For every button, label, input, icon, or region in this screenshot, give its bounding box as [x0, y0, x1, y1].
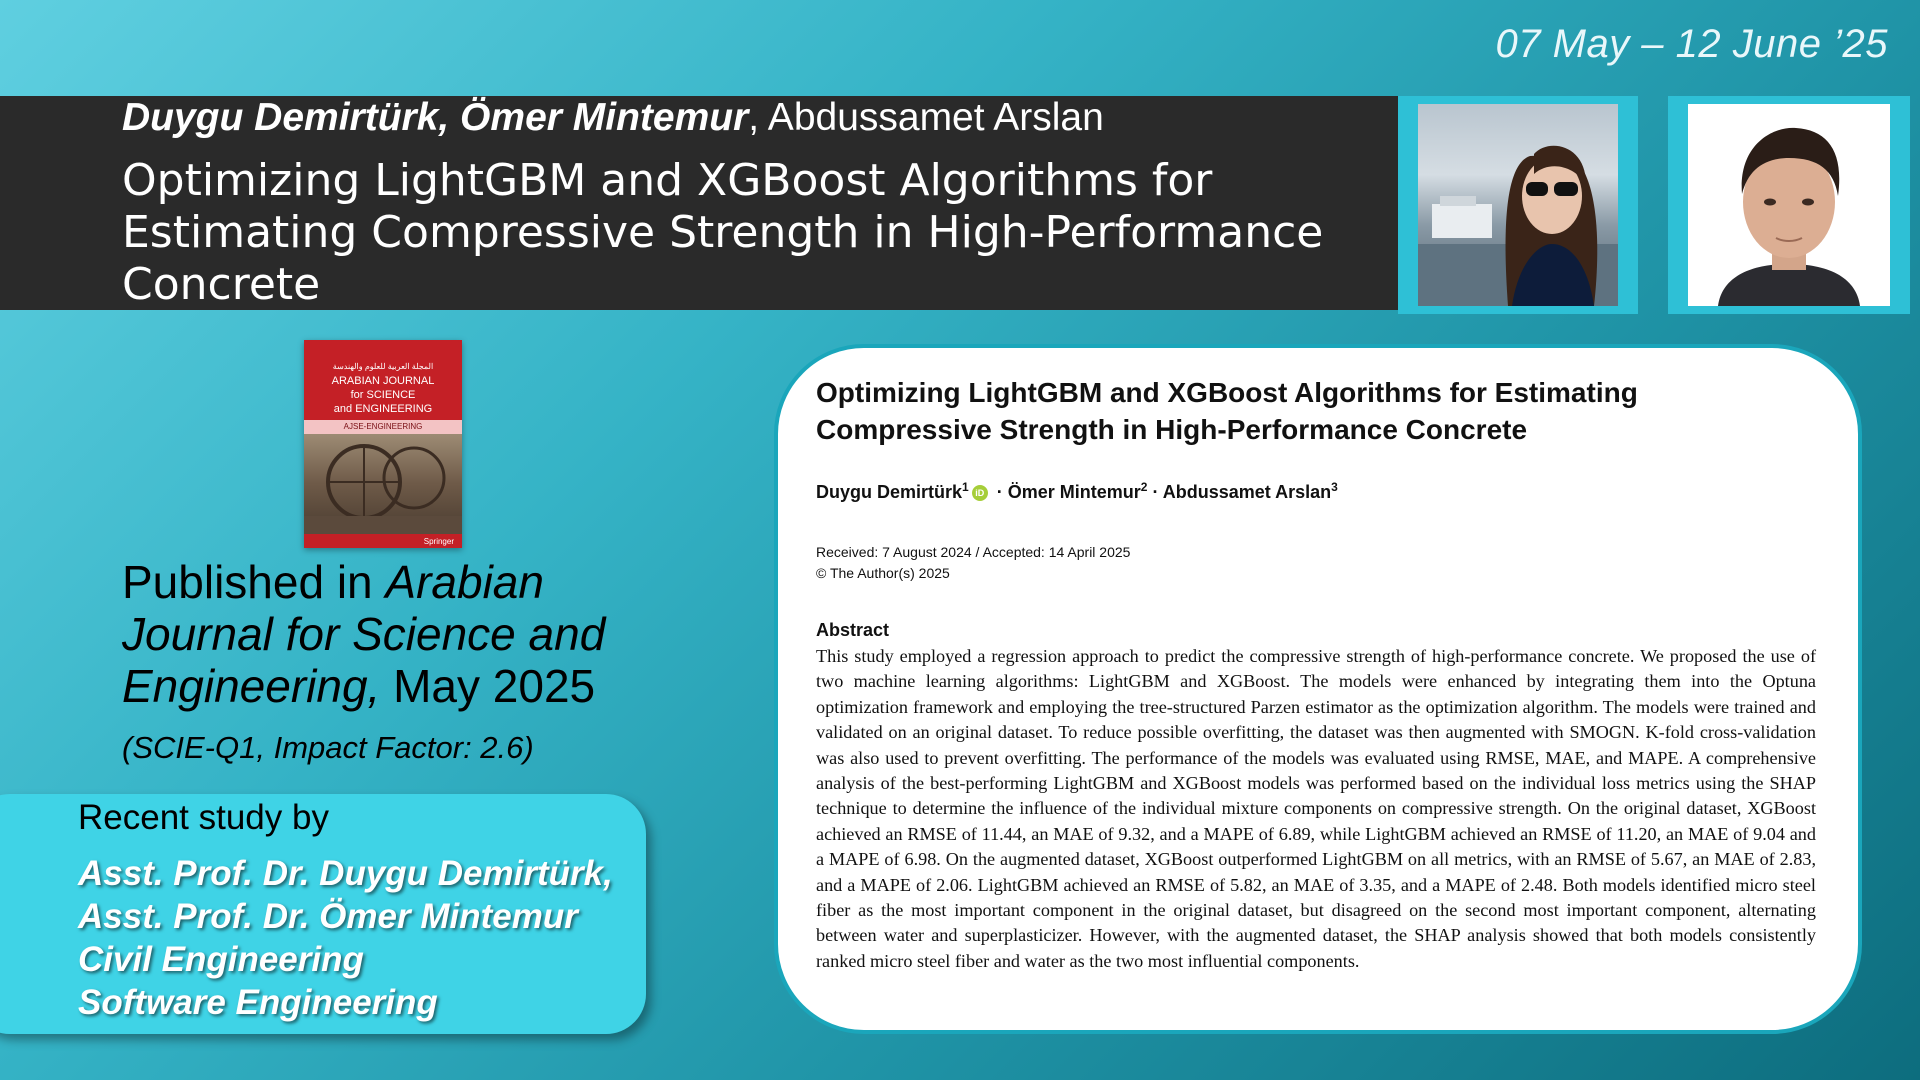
journal-cover-image — [304, 434, 462, 534]
paper-author-2: Ömer Mintemur — [1007, 482, 1141, 502]
paper-author-1: Duygu Demirtürk — [816, 482, 963, 502]
recent-study-lines — [78, 852, 613, 1024]
author-photo-2 — [1688, 104, 1890, 306]
paper-received: Received: 7 August 2024 / Accepted: 14 April 2025 — [816, 544, 1131, 560]
page-title: Optimizing LightGBM and XGBoost Algorithms for Estimating Compressive Strength in High-Performance Concrete — [122, 155, 1324, 310]
journal-cover-arabic: المجلة العربية للعلوم والهندسة — [332, 362, 434, 371]
journal-cover-line2: for SCIENCE — [350, 389, 416, 401]
journal-cover-line3: and ENGINEERING — [333, 403, 433, 415]
paper-dates — [816, 542, 1130, 584]
journal-cover-line1: ARABIAN JOURNAL — [331, 375, 435, 387]
author-photo-2-illustration — [1688, 104, 1890, 306]
author-photo-1-illustration — [1418, 104, 1618, 306]
recent-line-4: Software Engineering — [78, 983, 438, 1022]
journal-cover-band: AJSE-ENGINEERING — [304, 420, 462, 434]
journal-cover — [304, 340, 462, 548]
header-authors-rest: , Abdussamet Arslan — [748, 96, 1104, 139]
paper-title: Optimizing LightGBM and XGBoost Algorithms for Estimating Compressive Strength in High-Performance Concrete — [816, 377, 1638, 445]
recent-line-2: Asst. Prof. Dr. Ömer Mintemur — [78, 897, 578, 936]
abstract-heading: Abstract — [816, 620, 890, 640]
paper-authors: Duygu Demirtürk$^1$ iD · Ömer Mintemur$^2$ · Abdussamet Arslan$^3$ — [816, 480, 1338, 502]
header-authors-bold: Duygu Demirtürk, Ömer Mintemur — [122, 96, 749, 139]
journal-cover-publisher: Springer — [423, 537, 454, 546]
author-photo-1 — [1418, 104, 1618, 306]
publication-suffix: May 2025 — [380, 660, 596, 712]
date-range: 07 May – 12 June ’25 — [1495, 22, 1888, 66]
publication-info — [122, 556, 682, 712]
impact-factor: (SCIE-Q1, Impact Factor: 2.6) — [122, 730, 534, 765]
journal-cover-text — [304, 340, 462, 416]
waterwheel-illustration — [304, 434, 462, 534]
abstract-body: This study employed a regression approach to predict the compressive strength of high-performance concrete. We proposed the use of two machine learning algorithms: LightGBM and XGBoost. The models were enhanced by integrating them into the Optuna optimization framework and employing the tree-structured Parzen estimator as the optimization algorithm. The models were trained and validated on an original dataset. To reduce possible overfitting, the dataset was then augmented with SMOGN. K-fold cross-validation was also used to prevent overfitting. The performance of the models was evaluated using RMSE, MAE, and MAPE. A comprehensive analysis of the best-performing LightGBM and XGBoost models was performed based on the individual loss metrics using the SHAP technique to determine the influence of the individual mixture components on compressive strength. On the original dataset, XGBoost achieved an RMSE of 11.44, an MAE of 9.32, and a MAPE of 6.89, while LightGBM achieved an RMSE of 11.20, an MAE of 9.04 and a MAPE of 6.98. On the augmented dataset, XGBoost outperformed LightGBM on all metrics, with an RMSE of 5.67, an MAE of 2.83, and a MAPE of 2.06. LightGBM achieved an RMSE of 5.82, an MAE of 3.35, and a MAPE of 2.48. Both models identified micro steel fiber as the most important component in the original dataset, but disagreed on the second most important component, alternating between water and superplasticizer. However, with the augmented dataset, the SHAP analysis showed that both models consistently ranked micro steel fiber and water as the two most influential components. — [816, 646, 1816, 971]
orcid-icon: iD — [972, 485, 988, 501]
publication-prefix: Published in — [122, 556, 386, 608]
recent-line-3: Civil Engineering — [78, 940, 364, 979]
author-photo-frame-1 — [1398, 96, 1638, 314]
publication-journal: Arabian Journal for Science and Engineering, — [122, 556, 606, 712]
paper-copyright: © The Author(s) 2025 — [816, 565, 950, 581]
author-photo-frame-2 — [1668, 96, 1910, 314]
paper-author-3: Abdussamet Arslan — [1162, 482, 1332, 502]
header-authors — [122, 96, 1104, 140]
recent-line-1: Asst. Prof. Dr. Duygu Demirtürk, — [78, 854, 613, 893]
recent-study-title: Recent study by — [78, 798, 329, 837]
